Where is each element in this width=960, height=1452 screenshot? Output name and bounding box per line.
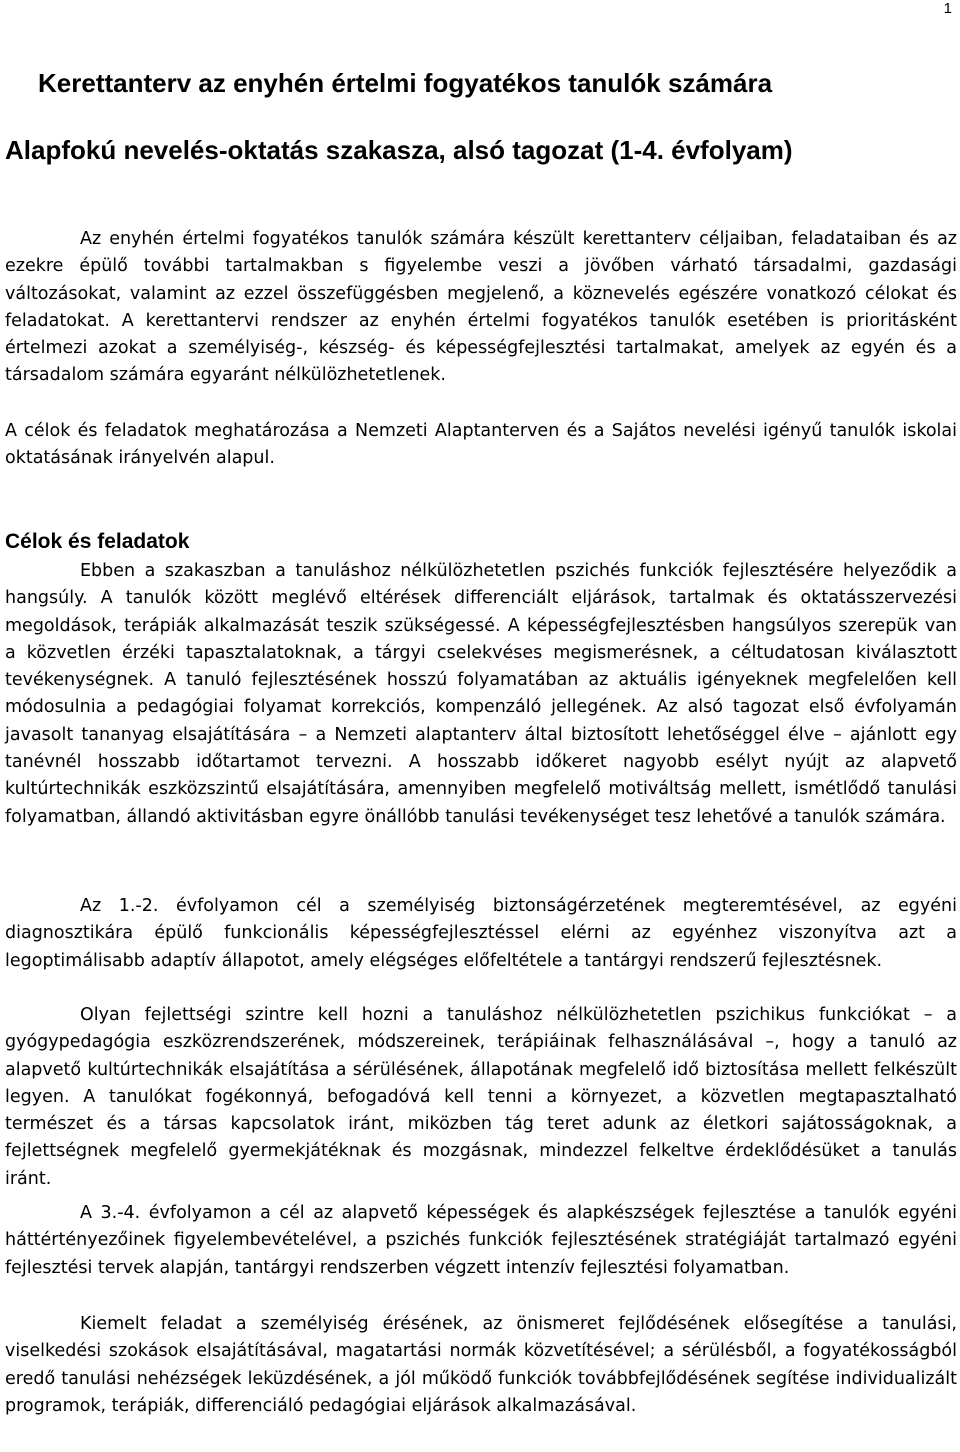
document-subtitle: Alapfokú nevelés-oktatás szakasza, alsó tagozat (1-4. évfolyam) [5,135,793,165]
page-number: 1 [943,0,952,17]
section-paragraph-5: Kiemelt feladat a személyiség érésének, az önismeret fejlődésének elősegítése a tanulási, viselkedési szokások elsajátításával, magatartási normák közvetítésével; a sérülésből, a fogyatékosságból eredő tanulási nehézségek leküzdésének, a jól működő funkciók továbbfejlődésének segítése individualizált programok, terápiák, differenciáló pedagógiai eljárások alkalmazásával. [5,1314,957,1416]
intro-paragraph-1: Az enyhén értelmi fogyatékos tanulók számára készült kerettanterv céljaiban, feladataiban és az ezekre épülő további tartalmakban s figyelembe veszi a jövőben várható társadalmi, gazdasági változásokat, valamint az ezzel összefüggésben megjelenő, a köznevelés egészére vonatkozó célokat és feladatokat. A kerettantervi rendszer az enyhén értelmi fogyatékos tanulók esetében is prioritásként értelmezi azokat a személyiség-, készség- és képességfejlesztési tartalmakat, amelyek az egyén és a társadalom számára egyaránt nélkülözhetetlenek. [5,229,957,386]
section-paragraph-2: Az 1.-2. évfolyamon cél a személyiség biztonságérzetének megteremtésével, az egyéni diagnosztikára épülő funkcionális képességfejlesztéssel elérni az egyénhez viszonyítva azt a legoptimálisabb adaptív állapotot, amely elégséges előfeltétele a tantárgyi rendszerű fejlesztésnek. [5,896,957,971]
intro-paragraph-2: A célok és feladatok meghatározása a Nemzeti Alaptanterven és a Sajátos nevelési igényű tanulók iskolai oktatásának irányelvén alapul. [5,421,957,469]
section-paragraph-4: A 3.-4. évfolyamon a cél az alapvető képességek és alapkészségek fejlesztése a tanulók egyéni háttértényezőinek figyelembevételével, a pszichés funkciók fejlesztésének stratégiáját tartalmazó egyéni fejlesztési tervek alapján, tantárgyi rendszerben végzett intenzív fejlesztési folyamatban. [5,1203,957,1278]
section-paragraph-1: Ebben a szakaszban a tanuláshoz nélkülözhetetlen pszichés funkciók fejlesztésére helyeződik a hangsúly. A tanulók között meglévő eltérések differenciált eljárások, tartalmak és oktatásszervezési megoldások, terápiák alkalmazását teszik szükségessé. A képességfejlesztésben hangsúlyos szerepük van a közvetlen érzéki tapasztalatoknak, a tárgyi cselekvéses megismerésnek, a céltudatosan kiválasztott tevékenységnek. A tanuló fejlesztésének hosszú folyamatában az aktuális igényeknek megfelelően kell módosulnia a pedagógiai folyamat korrekciós, kompenzáló jellegének. Az alsó tagozat első évfolyamán javasolt tananyag elsajátítására – a Nemzeti alaptanterv által biztosított lehetőséggel élve – ajánlott egy tanévnél hosszabb időtartamot tervezni. A hosszabb időkeret nagyobb esélyt nyújt az alapvető kultúrtechnikák eszközszintű elsajátítására, amennyiben megfelelő motiváltság mellett, ismétlődő tanulási folyamatban, állandó aktivitásban egyre önállóbb tanulási tevékenységet tesz lehetővé a tanulók számára. [5,561,957,827]
document-title: Kerettanterv az enyhén értelmi fogyatékos tanulók számára [38,68,773,98]
section-paragraph-3: Olyan fejlettségi szintre kell hozni a tanuláshoz nélkülözhetetlen pszichikus funkciókat – a gyógypedagógia eszközrendszerének, módszereinek, terápiáinak felhasználásával –, hogy a tanuló az alapvető kultúrtechnikák elsajátítása a sérülésének, állapotának megfelelő idő biztosítása mellett felkészült legyen. A tanulókat fogékonnyá, befogadóvá kell tenni a környezet, a közvetlen megtapasztalható természet és a társas kapcsolatok iránt, miközben tág teret adunk az életkori sajátosságoknak, a fejlettségnek megfelelő gyermekjátéknak és mozgásnak, mindezzel felkeltve érdeklődésüket a tanulás iránt. [5,1005,957,1189]
section-heading: Célok és feladatok [5,530,190,553]
